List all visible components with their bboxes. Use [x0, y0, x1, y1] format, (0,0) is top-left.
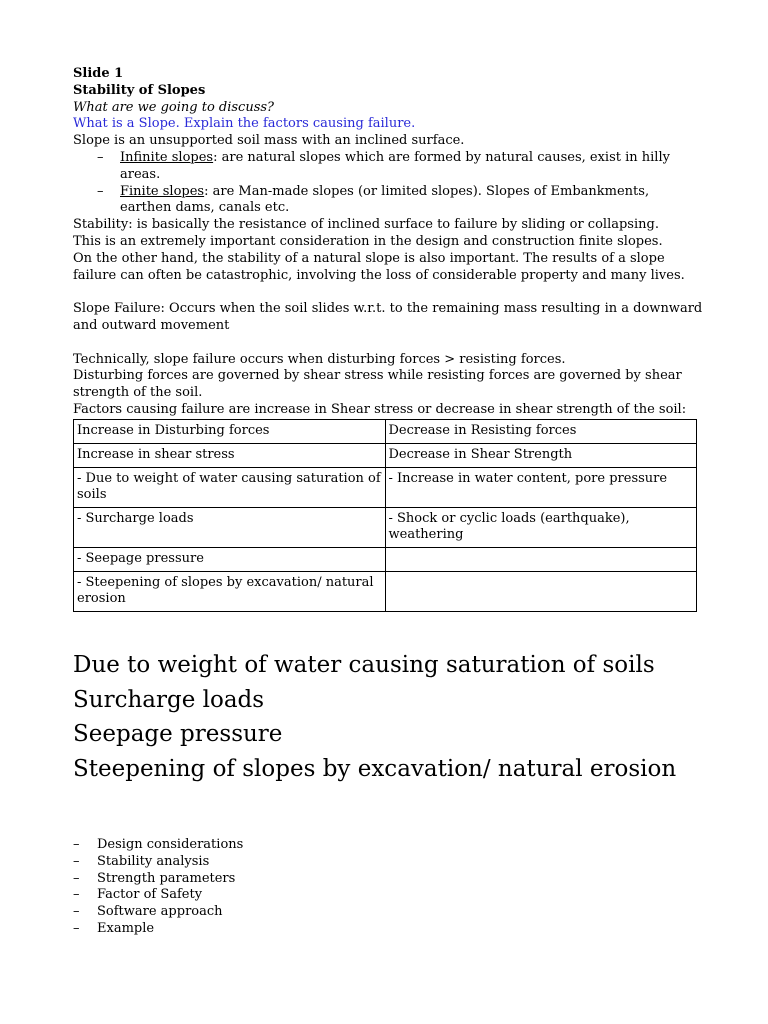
topic-label: Factor of Safety: [97, 887, 203, 903]
table-cell: Decrease in Shear Strength: [385, 443, 697, 467]
technical-text: Technically, slope failure occurs when disturbing forces > resisting forces.: [73, 351, 566, 367]
list-item: [73, 837, 243, 854]
dash-bullet-icon: –: [73, 870, 80, 886]
topics-list: [73, 837, 243, 938]
dash-bullet-icon: –: [73, 853, 80, 869]
large-factor-item: Steepening of slopes by excavation/ natural erosion: [73, 755, 677, 782]
slope-types-list: [73, 150, 703, 217]
table-cell: - Seepage pressure: [74, 547, 386, 571]
list-item: [73, 871, 243, 888]
dash-bullet-icon: –: [73, 920, 80, 936]
topic-label: Stability analysis: [97, 853, 210, 869]
table-row: [74, 467, 697, 507]
large-factor-item: Surcharge loads: [73, 686, 265, 713]
list-item: [73, 904, 243, 921]
slope-type-term: Finite slopes: [120, 183, 205, 199]
topic-label: Example: [97, 920, 155, 936]
table-cell: - Shock or cyclic loads (earthquake), weathering: [385, 507, 697, 547]
dash-bullet-icon: –: [73, 837, 80, 852]
list-item: [73, 150, 703, 184]
table-cell: - Increase in water content, pore pressure: [385, 467, 697, 507]
list-item: [73, 921, 243, 938]
governed-text: Disturbing forces are governed by shear stress while resisting forces are governed by shear strength of the soil.: [73, 368, 682, 401]
table-row: [74, 419, 697, 443]
table-row: [74, 547, 697, 571]
slope-type-text: : are Man-made slopes (or limited slopes). Slopes of Embankments, earthen dams, canals etc.: [120, 183, 650, 216]
dash-bullet-icon: –: [73, 904, 80, 920]
dash-bullet-icon: –: [73, 887, 80, 903]
table-cell: Increase in shear stress: [74, 443, 386, 467]
document-body: [73, 66, 703, 612]
table-row: [74, 507, 697, 547]
topic-label: Design considerations: [97, 837, 244, 852]
large-factor-list: [73, 648, 676, 786]
dash-bullet-icon: –: [97, 183, 104, 199]
factors-table: [73, 419, 697, 612]
table-row: [74, 443, 697, 467]
spacer: [73, 335, 703, 352]
natural-slope-text: On the other hand, the stability of a natural slope is also important. The results of a slope failure can often be catastrophic, involving the loss of considerable property and many lives.: [73, 250, 685, 283]
topic-label: Strength parameters: [97, 870, 236, 886]
importance-text: This is an extremely important consideration in the design and construction finite slopes.: [73, 233, 663, 249]
slope-definition: Slope is an unsupported soil mass with an inclined surface.: [73, 133, 465, 149]
failure-definition: Slope Failure: Occurs when the soil slides w.r.t. to the remaining mass resulting in a downward and outward movement: [73, 301, 703, 333]
topic-label: Software approach: [97, 904, 223, 920]
dash-bullet-icon: –: [97, 149, 104, 165]
table-cell: - Due to weight of water causing saturation of soils: [74, 467, 386, 507]
table-cell: [385, 547, 697, 571]
table-cell: Decrease in Resisting forces: [385, 419, 697, 443]
table-cell: - Surcharge loads: [74, 507, 386, 547]
table-cell: - Steepening of slopes by excavation/ natural erosion: [74, 571, 386, 611]
slope-type-text: : are natural slopes which are formed by natural causes, exist in hilly areas.: [120, 149, 670, 182]
list-item: [73, 854, 243, 871]
table-cell: Increase in Disturbing forces: [74, 419, 386, 443]
list-item: [73, 184, 703, 218]
slope-type-term: Infinite slopes: [120, 149, 214, 165]
highlight-question: What is a Slope. Explain the factors causing failure.: [73, 116, 416, 132]
spacer: [73, 284, 703, 301]
table-cell: [385, 571, 697, 611]
large-factor-item: Seepage pressure: [73, 721, 283, 747]
slide-subtitle: What are we going to discuss?: [73, 99, 275, 115]
stability-definition: Stability: is basically the resistance of inclined surface to failure by sliding or collapsing.: [73, 217, 659, 233]
list-item: [73, 887, 243, 904]
table-row: [74, 571, 697, 611]
large-factor-item: Due to weight of water causing saturation of soils: [73, 652, 655, 678]
factors-intro: Factors causing failure are increase in Shear stress or decrease in shear strength of the soil:: [73, 401, 687, 417]
slide-label: Slide 1: [73, 66, 124, 81]
slide-title: Stability of Slopes: [73, 82, 206, 98]
